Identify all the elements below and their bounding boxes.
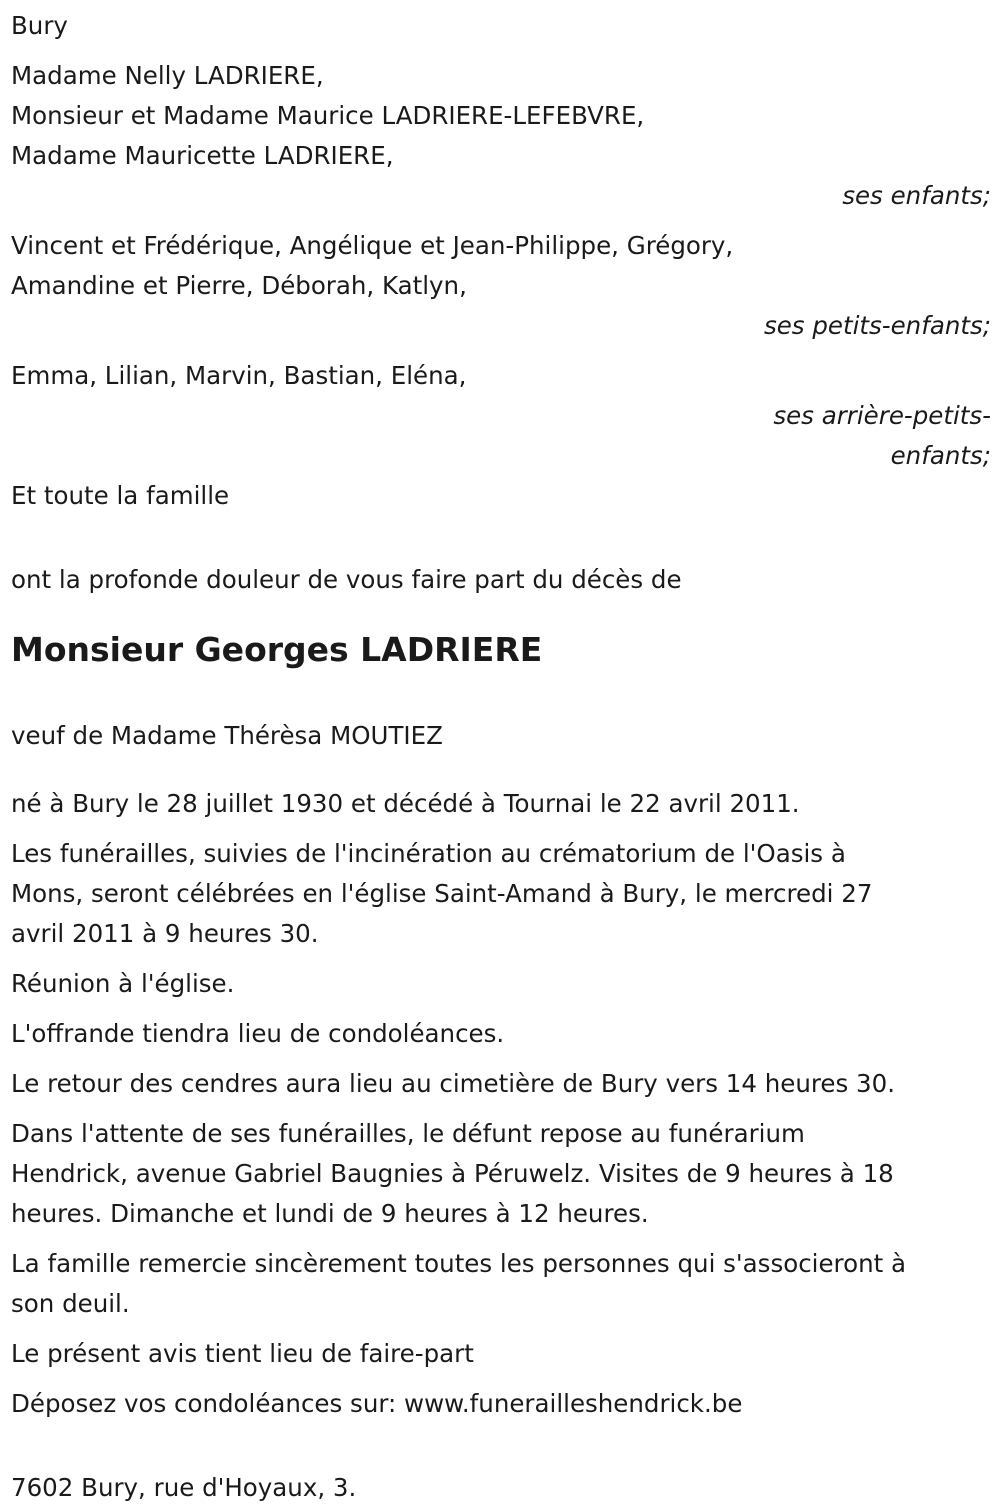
obituary-notice xyxy=(11,6,991,1508)
notice-line: Le présent avis tient lieu de faire-part xyxy=(11,1339,474,1368)
rest-line: Dans l'attente de ses funérailles, le défunt repose au funérarium xyxy=(11,1119,805,1148)
child-line: Monsieur et Madame Maurice LADRIERE-LEFEBVRE, xyxy=(11,101,645,130)
funeral-line: avril 2011 à 9 heures 30. xyxy=(11,919,319,948)
funeral-paragraph xyxy=(11,834,991,954)
meeting-line: Réunion à l'église. xyxy=(11,969,235,998)
offering-line: L'offrande tiendra lieu de condoléances. xyxy=(11,1019,505,1048)
great-grandchildren-block xyxy=(11,356,991,476)
address-line: 7602 Bury, rue d'Hoyaux, 3. xyxy=(11,1473,357,1502)
grandchildren-line: Amandine et Pierre, Déborah, Katlyn, xyxy=(11,271,467,300)
place-header: Bury xyxy=(11,11,68,40)
announcement: ont la profonde douleur de vous faire part du décès de xyxy=(11,565,682,594)
children-role: ses enfants; xyxy=(842,181,991,210)
funeral-line: Les funérailles, suivies de l'incinération au crématorium de l'Oasis à xyxy=(11,839,846,868)
extended-family: Et toute la famille xyxy=(11,481,230,510)
rest-paragraph xyxy=(11,1114,991,1234)
great-grandchildren-role-1: ses arrière-petits- xyxy=(773,401,991,430)
grandchildren-line: Vincent et Frédérique, Angélique et Jean-Philippe, Grégory, xyxy=(11,231,734,260)
child-line: Madame Mauricette LADRIERE, xyxy=(11,141,394,170)
rest-line: Hendrick, avenue Gabriel Baugnies à Péruwelz. Visites de 9 heures à 18 xyxy=(11,1159,894,1188)
thanks-paragraph xyxy=(11,1244,991,1324)
condolences-line: Déposez vos condoléances sur: www.funerailleshendrick.be xyxy=(11,1389,743,1418)
thanks-line: La famille remercie sincèrement toutes les personnes qui s'associeront à xyxy=(11,1249,907,1278)
great-grandchildren-role-2: enfants; xyxy=(890,441,991,470)
grandchildren-role: ses petits-enfants; xyxy=(763,311,991,340)
spouse-line: veuf de Madame Thérèsa MOUTIEZ xyxy=(11,721,443,750)
child-line: Madame Nelly LADRIERE, xyxy=(11,61,324,90)
children-block xyxy=(11,56,991,216)
rest-line: heures. Dimanche et lundi de 9 heures à 12 heures. xyxy=(11,1199,649,1228)
funeral-line: Mons, seront célébrées en l'église Saint-Amand à Bury, le mercredi 27 xyxy=(11,879,873,908)
great-grandchildren-line: Emma, Lilian, Marvin, Bastian, Eléna, xyxy=(11,361,467,390)
grandchildren-block xyxy=(11,226,991,346)
thanks-line: son deuil. xyxy=(11,1289,130,1318)
ashes-line: Le retour des cendres aura lieu au cimetière de Bury vers 14 heures 30. xyxy=(11,1069,895,1098)
deceased-name: Monsieur Georges LADRIERE xyxy=(11,630,543,669)
birth-death-dates: né à Bury le 28 juillet 1930 et décédé à Tournai le 22 avril 2011. xyxy=(11,789,800,818)
